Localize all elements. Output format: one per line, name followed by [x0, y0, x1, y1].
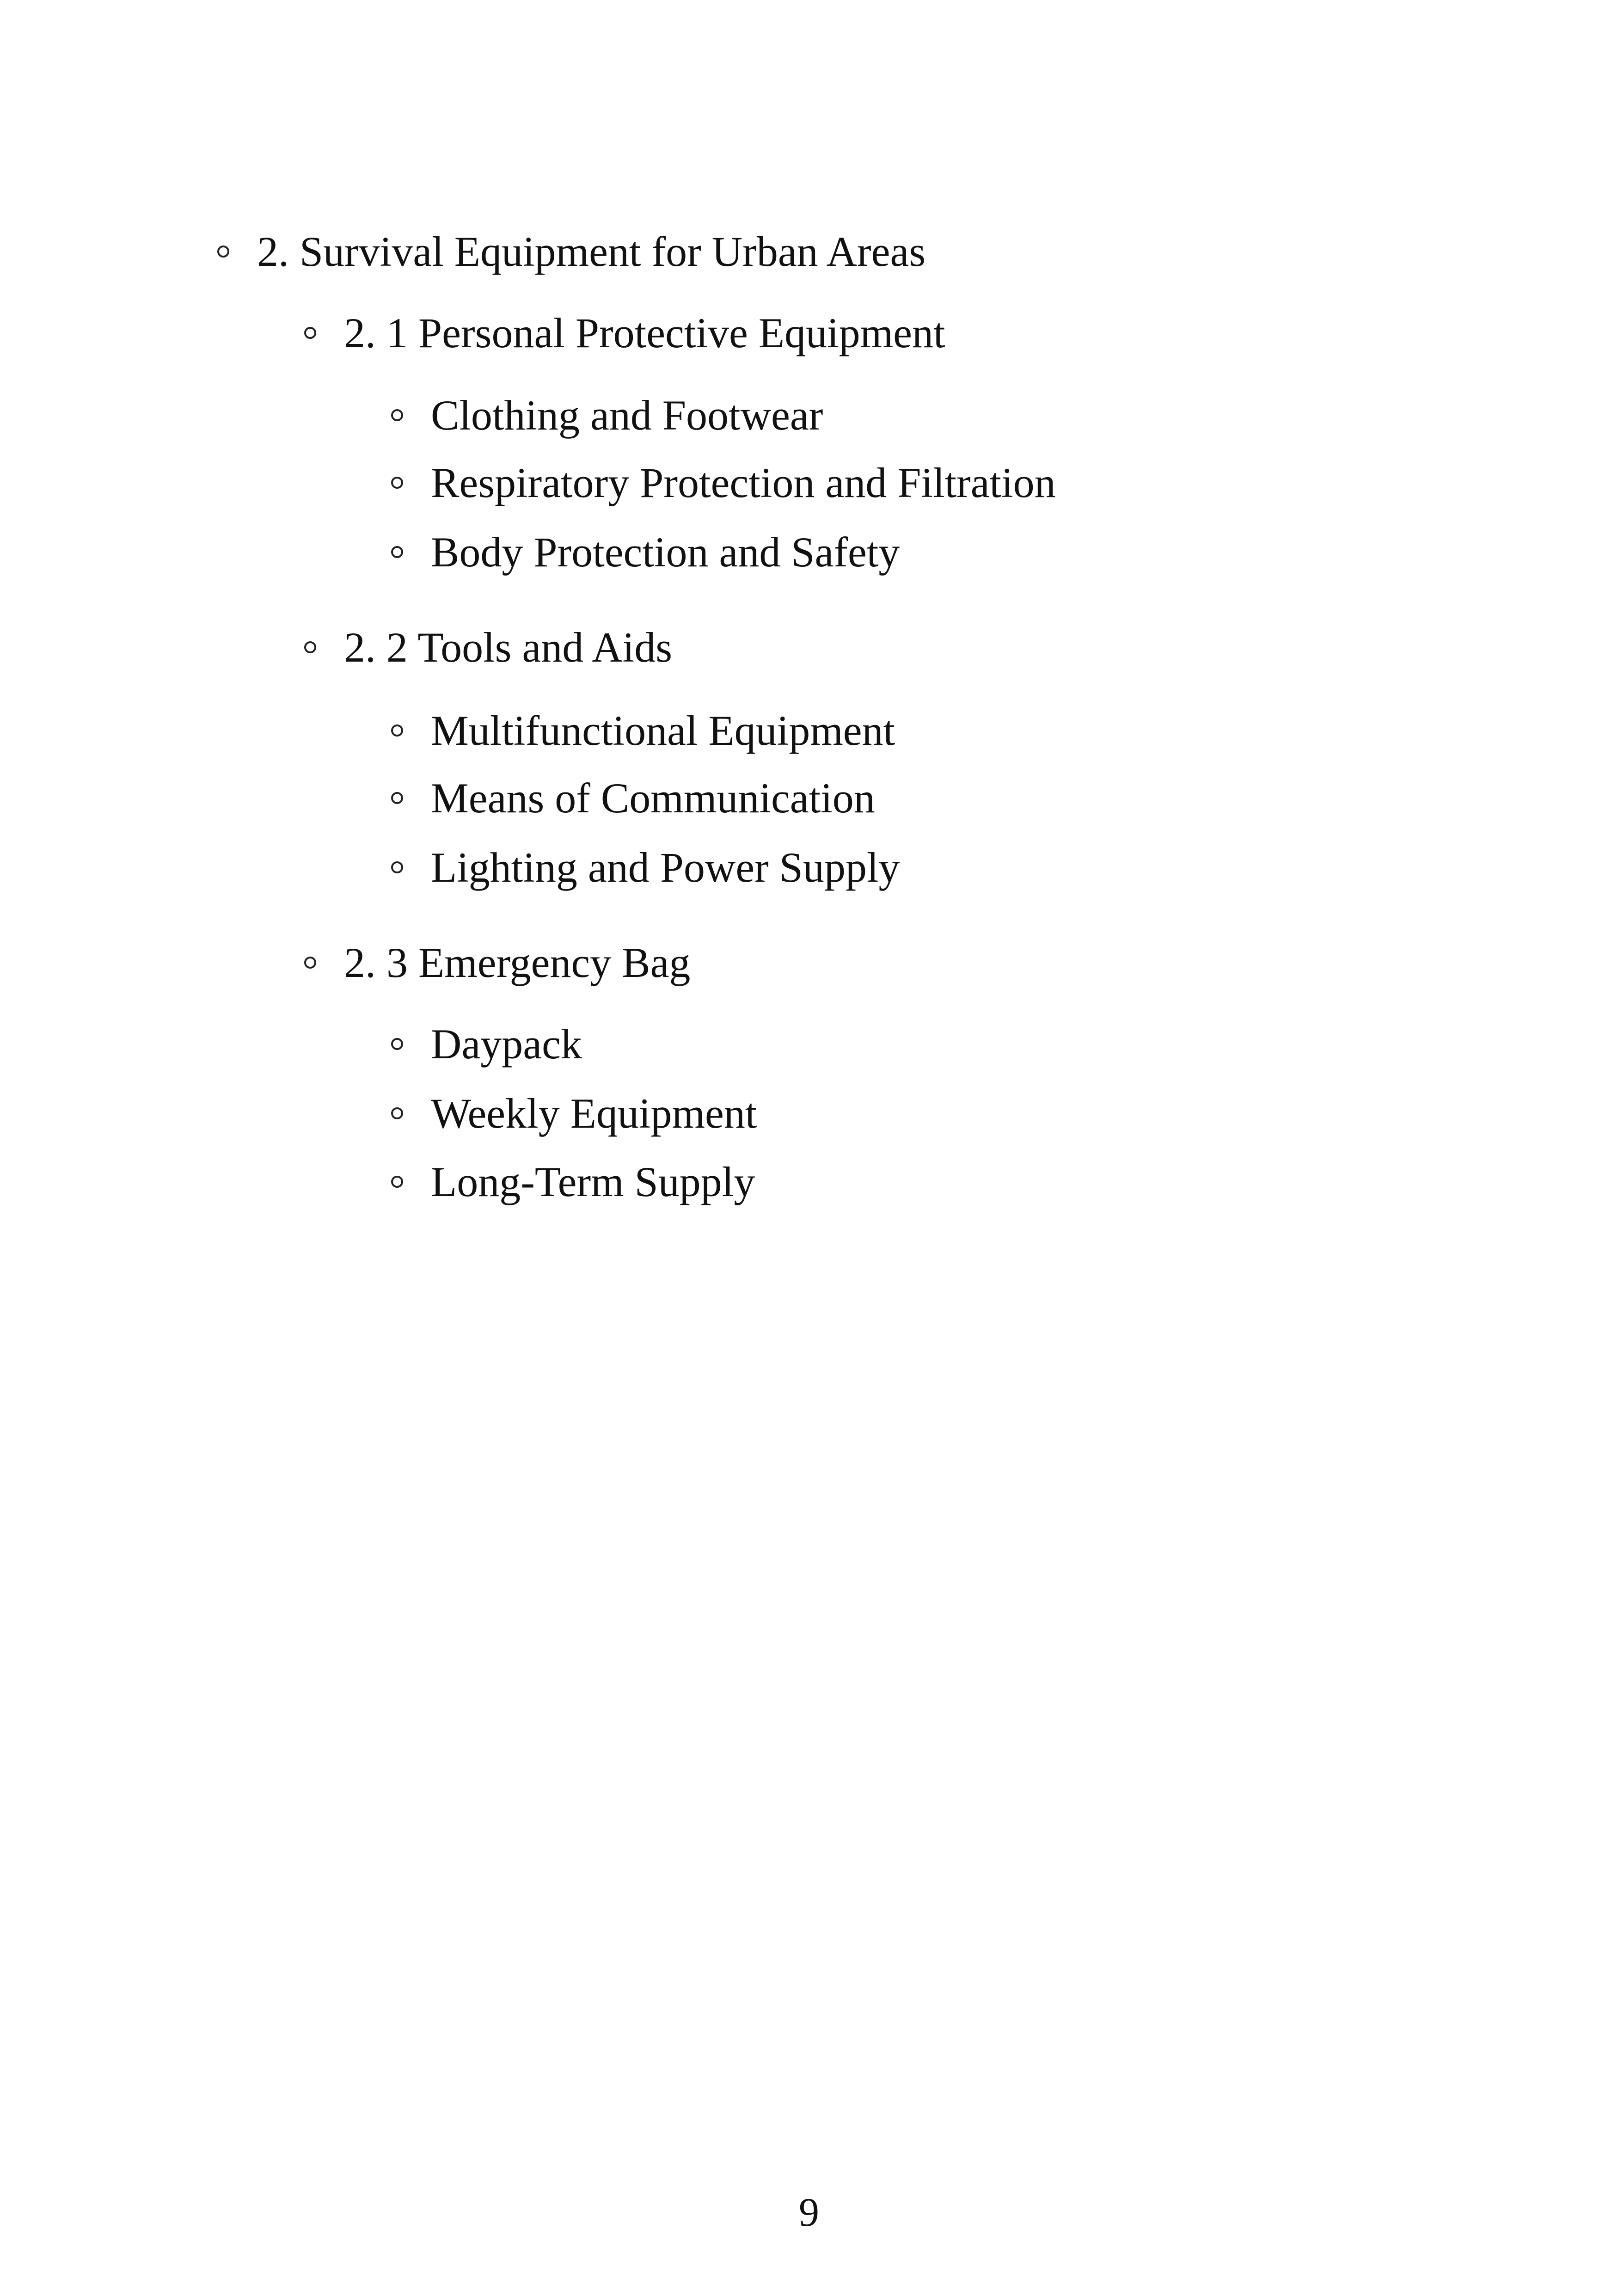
outline-item-subsection[interactable] — [391, 1020, 582, 1068]
hollow-circle-bullet-icon — [304, 327, 316, 339]
outline-item-chapter[interactable] — [217, 230, 925, 273]
page-number: 9 — [799, 2190, 819, 2235]
outline-item-subsection[interactable] — [391, 528, 900, 576]
outline-item-subsection[interactable] — [391, 461, 1056, 504]
hollow-circle-bullet-icon — [391, 546, 403, 558]
hollow-circle-bullet-icon — [391, 1176, 403, 1188]
outline-item-label: Multifunctional Equipment — [431, 707, 895, 754]
hollow-circle-bullet-icon — [304, 957, 316, 969]
outline-item-label: Lighting and Power Supply — [431, 844, 900, 891]
outline-item-subsection[interactable] — [391, 709, 895, 752]
outline-item-subsection[interactable] — [391, 846, 900, 889]
hollow-circle-bullet-icon — [391, 724, 403, 737]
outline-item-label: Means of Communication — [431, 774, 875, 822]
outline-item-subsection[interactable] — [391, 774, 875, 822]
hollow-circle-bullet-icon — [304, 641, 316, 653]
outline-item-label: Daypack — [431, 1020, 582, 1068]
hollow-circle-bullet-icon — [391, 861, 403, 873]
outline-item-section[interactable] — [304, 941, 690, 984]
hollow-circle-bullet-icon — [391, 409, 403, 421]
outline-item-section[interactable] — [304, 309, 945, 356]
outline-item-label: 2. Survival Equipment for Urban Areas — [257, 228, 926, 275]
hollow-circle-bullet-icon — [391, 477, 403, 489]
outline-item-subsection[interactable] — [391, 1092, 757, 1135]
outline-item-label: Respiratory Protection and Filtration — [431, 459, 1056, 506]
hollow-circle-bullet-icon — [217, 246, 229, 258]
hollow-circle-bullet-icon — [391, 1038, 403, 1050]
outline-item-label: Clothing and Footwear — [431, 392, 823, 439]
hollow-circle-bullet-icon — [391, 792, 403, 804]
outline-item-section[interactable] — [304, 626, 672, 669]
outline-item-label: Weekly Equipment — [431, 1090, 757, 1137]
outline-item-label: Body Protection and Safety — [431, 528, 900, 576]
outline-item-label: 2. 3 Emergency Bag — [344, 939, 691, 986]
outline-item-label: 2. 2 Tools and Aids — [344, 624, 673, 671]
outline-item-subsection[interactable] — [391, 1160, 755, 1203]
outline-item-label: 2. 1 Personal Protective Equipment — [344, 309, 945, 356]
hollow-circle-bullet-icon — [391, 1107, 403, 1119]
outline-item-label: Long-Term Supply — [431, 1158, 755, 1205]
outline-item-subsection[interactable] — [391, 392, 823, 439]
